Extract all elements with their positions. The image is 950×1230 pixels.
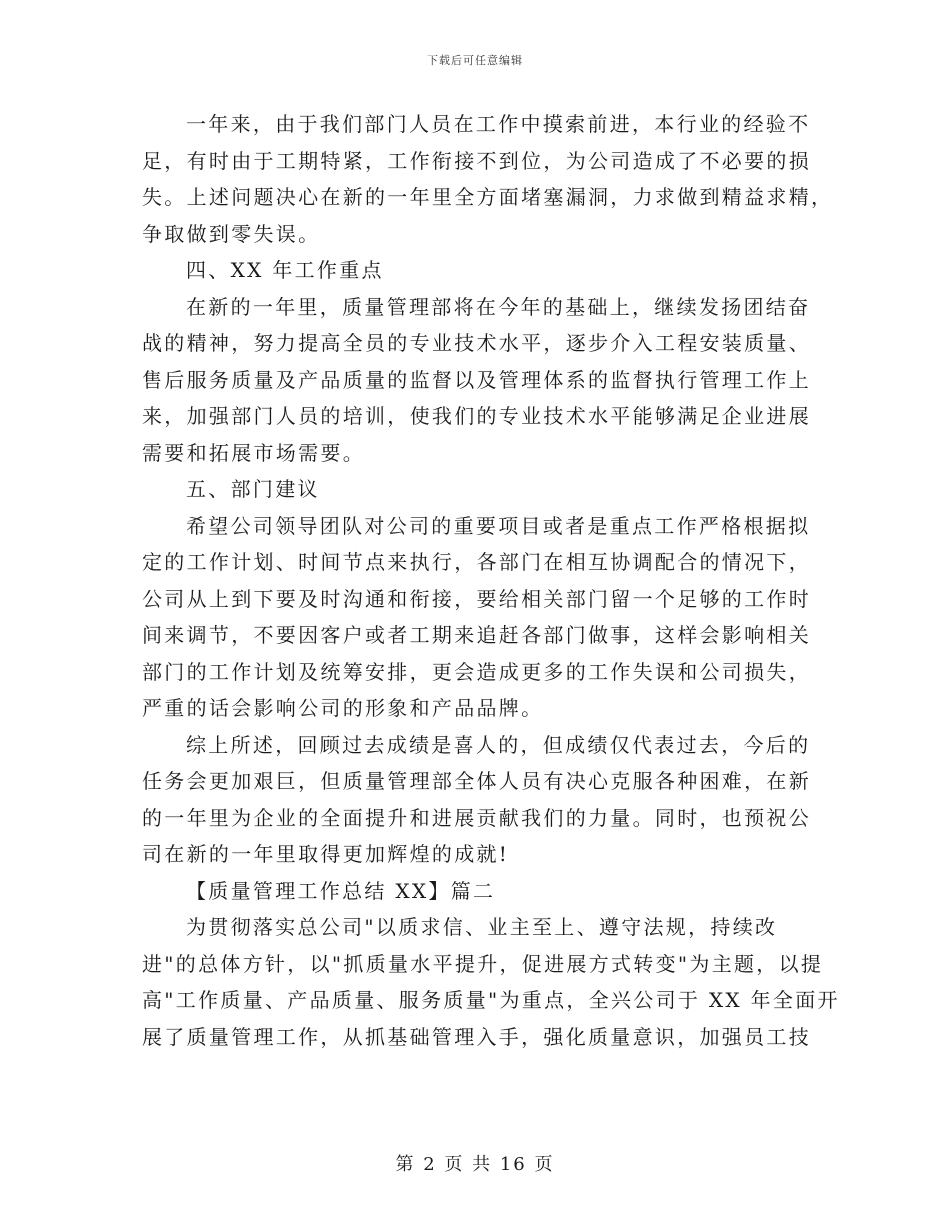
text-line: 为贯彻落实总公司"以质求信、业主至上、遵守法规，持续改 <box>186 915 778 939</box>
text-line: 足，有时由于工期特紧，工作衔接不到位，为公司造成了不必要的损 <box>142 148 811 173</box>
text-line: 公司从上到下要及时沟通和衔接，要给相关部门留一个足够的工作时 <box>142 586 811 611</box>
page-header: 下载后可任意编辑 <box>427 54 523 67</box>
text-line: 【质量管理工作总结 XX】篇二 <box>186 878 496 903</box>
text-line: 严重的话会影响公司的形象和产品品牌。 <box>142 696 544 720</box>
document-body <box>142 106 840 1055</box>
text-line: 部门的工作计划及统筹安排，更会造成更多的工作失误和公司损失， <box>142 659 811 684</box>
text-line: 在新的一年里，质量管理部将在今年的基础上，继续发扬团结奋 <box>186 294 811 319</box>
text-line: 失。上述问题决心在新的一年里全方面堵塞漏洞，力求做到精益求精， <box>142 185 834 209</box>
page-number: 第 2 页 共 16 页 <box>395 1154 555 1175</box>
text-line: 需要和拓展市场需要。 <box>142 440 365 465</box>
text-line: 的一年里为企业的全面提升和进展贡献我们的力量。同时，也预祝公 <box>142 805 811 830</box>
text-line: 希望公司领导团队对公司的重要项目或者是重点工作严格根据拟 <box>186 513 811 538</box>
text-line: 一年来，由于我们部门人员在工作中摸索前进，本行业的经验不 <box>186 112 811 136</box>
text-line: 五、部门建议 <box>186 477 320 501</box>
text-line: 综上所述，回顾过去成绩是喜人的，但成绩仅代表过去，今后的 <box>186 732 811 757</box>
text-line: 司在新的一年里取得更加辉煌的成就! <box>142 842 510 866</box>
text-line: 展了质量管理工作，从抓基础管理入手，强化质量意识，加强员工技 <box>142 1024 811 1049</box>
text-line: 高"工作质量、产品质量、服务质量"为重点，全兴公司于 XX 年全面开 <box>142 988 840 1012</box>
text-line: 战的精神，努力提高全员的专业技术水平，逐步介入工程安装质量、 <box>142 331 811 355</box>
text-line: 四、XX 年工作重点 <box>186 258 384 282</box>
text-line: 任务会更加艰巨，但质量管理部全体人员有决心克服各种困难，在新 <box>142 769 811 793</box>
text-line: 定的工作计划、时间节点来执行，各部门在相互协调配合的情况下， <box>142 550 811 574</box>
text-line: 争取做到零失误。 <box>142 221 321 246</box>
text-line: 间来调节，不要因客户或者工期来追赶各部门做事，这样会影响相关 <box>142 623 811 647</box>
text-line: 来，加强部门人员的培训，使我们的专业技术水平能够满足企业进展 <box>142 404 811 428</box>
text-line: 售后服务质量及产品质量的监督以及管理体系的监督执行管理工作上 <box>142 367 811 392</box>
text-line: 进"的总体方针，以"抓质量水平提升，促进展方式转变"为主题，以提 <box>142 951 824 976</box>
